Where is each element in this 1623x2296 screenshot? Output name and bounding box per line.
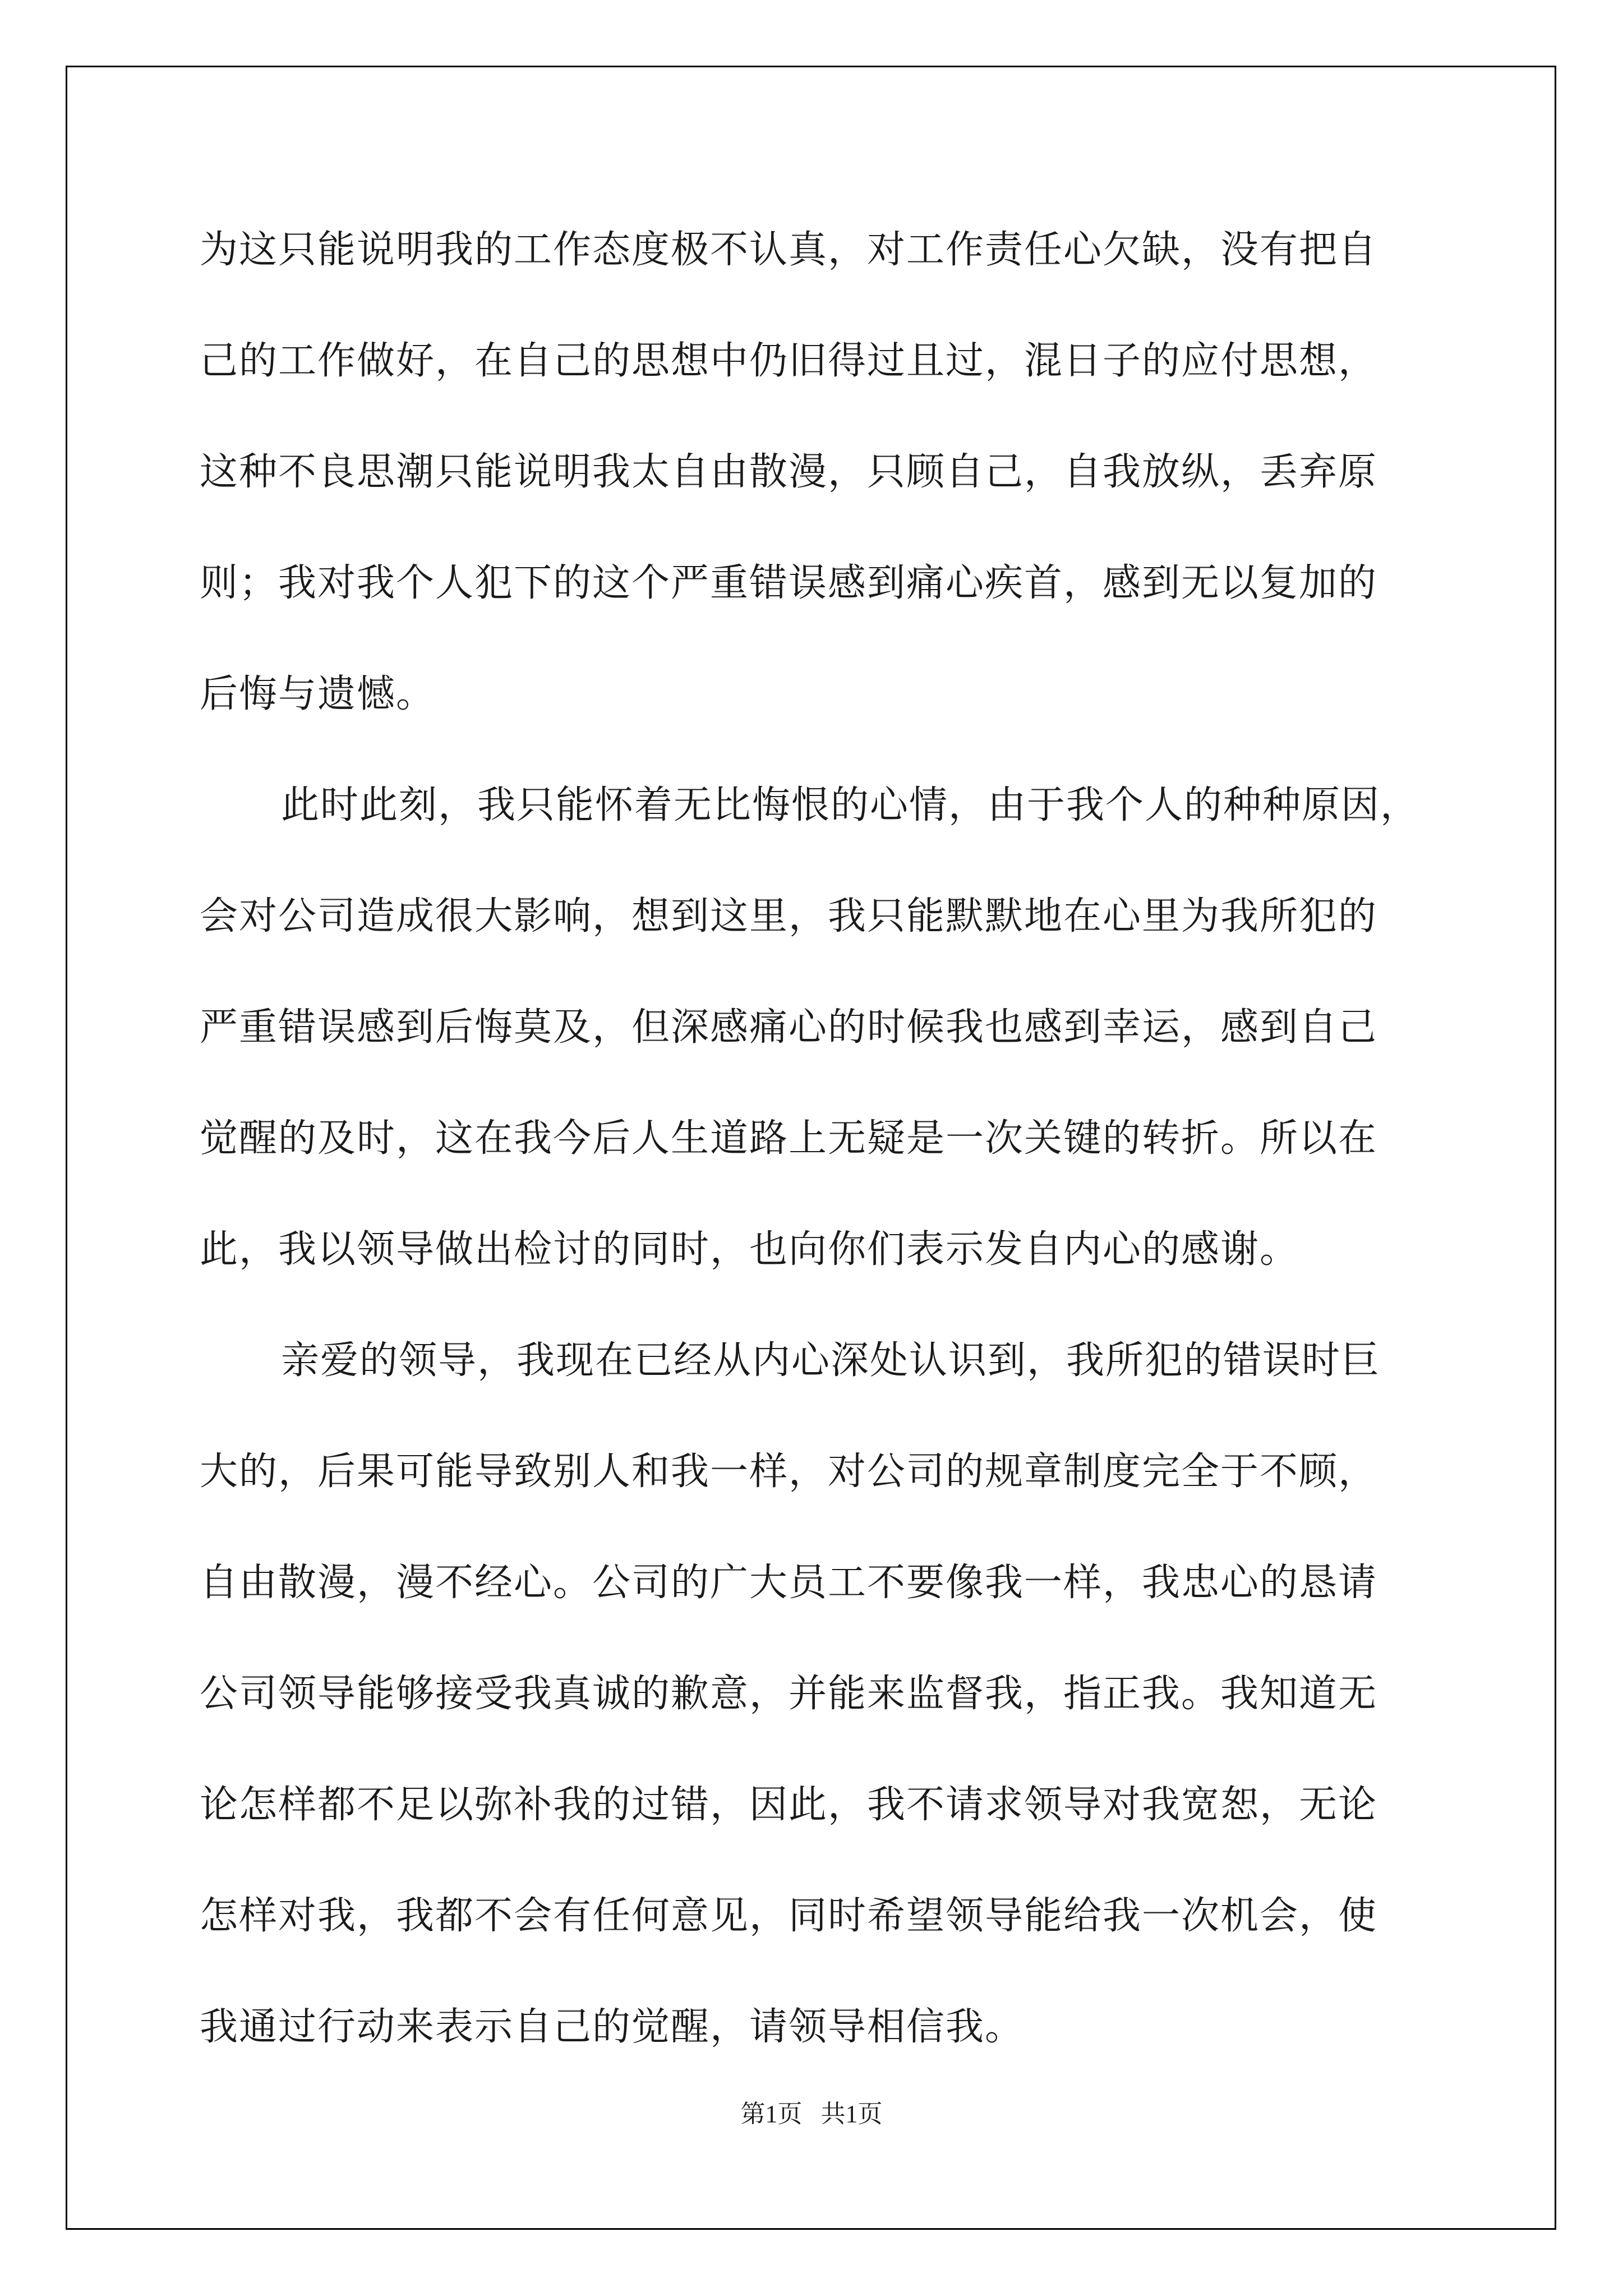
paragraph-3-line-6: 怎样对我，我都不会有任何意见，同时希望领导能给我一次机会，使: [200, 1894, 1378, 1938]
paragraph-2-line-2: 会对公司造成很大影响，想到这里，我只能默默地在心里为我所犯的: [200, 894, 1378, 938]
paragraph-3-line-2: 大的，后果可能导致别人和我一样，对公司的规章制度完全于不顾，: [200, 1450, 1378, 1494]
paragraph-2-line-3: 严重错误感到后悔莫及，但深感痛心的时候我也感到幸运，感到自己: [200, 1005, 1378, 1050]
page-footer: 第1页 共1页: [740, 2100, 883, 2128]
paragraph-3-line-4: 公司领导能够接受我真诚的歉意，并能来监督我，指正我。我知道无: [200, 1672, 1378, 1716]
paragraph-1-line-5: 后悔与遗憾。: [200, 672, 436, 716]
paragraph-3-line-1: 亲爱的领导，我现在已经从内心深处认识到，我所犯的错误时巨: [281, 1338, 1381, 1383]
paragraph-2-line-4: 觉醒的及时，这在我今后人生道路上无疑是一次关键的转折。所以在: [200, 1116, 1378, 1161]
paragraph-1-line-2: 己的工作做好，在自己的思想中仍旧得过且过，混日子的应付思想，: [200, 339, 1378, 383]
paragraph-1-line-3: 这种不良思潮只能说明我太自由散漫，只顾自己，自我放纵，丢弃原: [200, 450, 1378, 494]
paragraph-3-line-7: 我通过行动来表示自己的觉醒，请领导相信我。: [200, 2005, 1025, 2049]
paragraph-1-line-4: 则；我对我个人犯下的这个严重错误感到痛心疾首，感到无以复加的: [200, 561, 1378, 605]
paragraph-2-line-1: 此时此刻，我只能怀着无比悔恨的心情，由于我个人的种种原因，: [281, 783, 1420, 827]
paragraph-3-line-3: 自由散漫，漫不经心。公司的广大员工不要像我一样，我忠心的恳请: [200, 1561, 1378, 1605]
paragraph-2-line-5: 此，我以领导做出检讨的同时，也向你们表示发自内心的感谢。: [200, 1227, 1299, 1272]
paragraph-1-line-1: 为这只能说明我的工作态度极不认真，对工作责任心欠缺，没有把自: [200, 228, 1378, 272]
paragraph-3-line-5: 论怎样都不足以弥补我的过错，因此，我不请求领导对我宽恕，无论: [200, 1783, 1378, 1827]
